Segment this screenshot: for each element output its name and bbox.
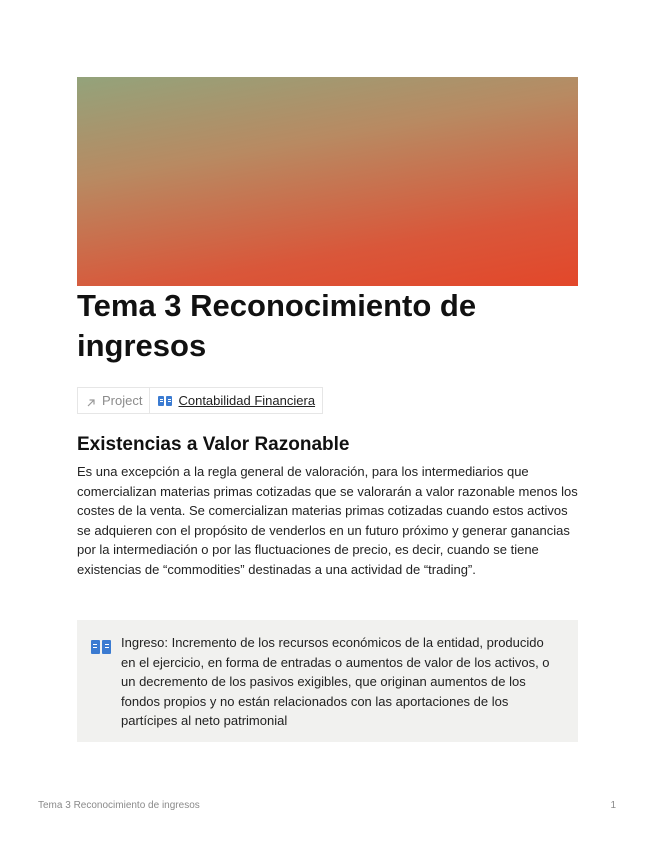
book-icon xyxy=(91,640,111,654)
page-title: Tema 3 Reconocimiento de ingresos xyxy=(77,288,477,363)
section-heading: Existencias a Valor Razonable xyxy=(77,434,350,455)
property-value-link[interactable] xyxy=(150,388,322,413)
cover-image xyxy=(77,77,578,286)
properties-row xyxy=(77,387,323,414)
project-link[interactable]: Contabilidad Financiera xyxy=(178,393,316,408)
section-paragraph: Es una excepción a la regla general de valoración, para los intermediarios que comercializan materias primas cotizadas que se valorarán a valor razonable menos los costes de la venta. Se comercializan materias primas cotizadas cuando estos activos se adquieren con el propósito de venderlos en un futuro próximo y generar ganancias por la intermediación o por las fluctuaciones de precio, es decir, cuando se tiene existencias de “commodities” destinadas a una actividad de “trading”. xyxy=(77,464,578,577)
footer-title: Tema 3 Reconocimiento de ingresos xyxy=(38,800,200,811)
property-label xyxy=(78,388,150,413)
footer-page-number: 1 xyxy=(610,800,616,811)
arrow-up-right-icon xyxy=(86,396,96,406)
property-label-text: Project xyxy=(102,393,143,408)
callout-text: Ingreso: Incremento de los recursos económicos de la entidad, producido en el ejercicio, en forma de entradas o aumentos de valor de los activos, o un decremento de los pasivos exigibles, que originan aumentos de los fondos propios y no están relacionados con las aportaciones de los partícipes al neto patrimonial xyxy=(121,635,550,728)
book-icon xyxy=(158,396,172,406)
callout-block xyxy=(77,620,578,742)
